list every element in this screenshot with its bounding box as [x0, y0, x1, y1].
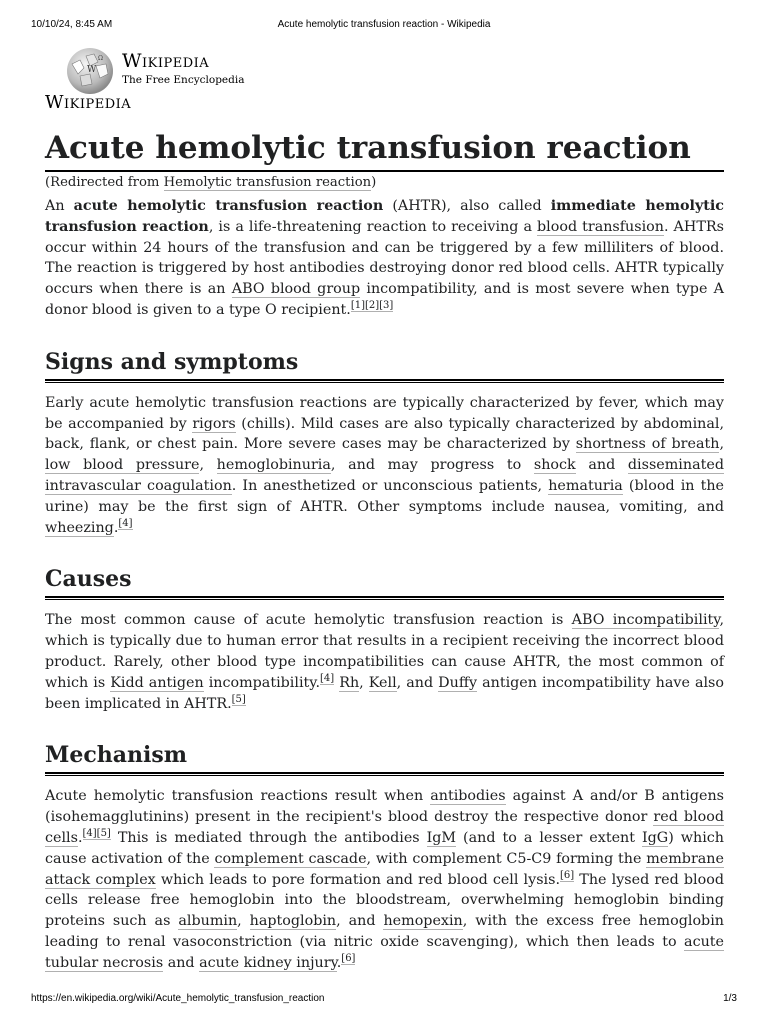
link-rigors[interactable]: rigors [192, 415, 236, 432]
link-kell[interactable]: Kell [368, 674, 397, 691]
citation-ref[interactable]: [4] [118, 517, 133, 529]
causes-paragraph: The most common cause of acute hemolytic transfusion reaction is ABO incompatibility, which is typically due to human error that results in a recipient receiving the incorrect blood product. Rarely, other blood type incompatibilities can cause AHTR, the most common of which is Kidd antigen incompatibility.[4] Rh, Kell, and Duffy antigen incompatibility have also been implicated in AHTR.[5] [45, 612, 724, 712]
redirect-note: (Redirected from Hemolytic transfusion reaction) [45, 175, 377, 190]
citation-ref[interactable]: [6] [560, 869, 575, 881]
wikipedia-wordmark-secondary[interactable]: Wikipedia [45, 92, 132, 113]
link-antibodies[interactable]: antibodies [430, 788, 506, 805]
section-heading-signs: Signs and symptoms [45, 347, 724, 381]
link-complement-cascade[interactable]: complement cascade [214, 850, 367, 867]
link-haptoglobin[interactable]: haptoglobin [249, 913, 337, 930]
section-heading-mechanism: Mechanism [45, 740, 724, 774]
link-shortness-of-breath[interactable]: shortness of breath [575, 436, 720, 453]
link-hemoglobinuria[interactable]: hemoglobinuria [216, 457, 331, 474]
link-low-blood-pressure[interactable]: low blood pressure [45, 457, 200, 474]
link-hematuria[interactable]: hematuria [548, 477, 623, 494]
link-igg[interactable]: IgG [641, 829, 669, 846]
redirect-source-link[interactable]: Hemolytic transfusion reaction [163, 175, 372, 190]
wikipedia-globe-icon[interactable] [62, 46, 118, 96]
print-title: Acute hemolytic transfusion reaction - Wikipedia [277, 19, 491, 30]
print-datetime: 10/10/24, 8:45 AM [31, 19, 113, 30]
section-heading-causes: Causes [45, 564, 724, 598]
page-title: Acute hemolytic transfusion reaction [45, 128, 724, 172]
citation-ref[interactable]: [4] [319, 672, 335, 684]
link-red-blood-cells[interactable]: red blood cells [45, 809, 724, 846]
wikipedia-tagline: The Free Encyclopedia [122, 74, 245, 86]
link-acute-kidney-injury[interactable]: acute kidney injury [199, 954, 337, 971]
signs-paragraph: Early acute hemolytic transfusion reactions are typically characterized by fever, which may be accompanied by rigors (chills). Mild cases are also typically characterized by abdominal, back, flank, or chest pain. More severe cases may be characterized by shortness of breath, low blood pressure, hemoglobinuria, and may progress to shock and disseminated intravascular coagulation. In anesthetized or unconscious patients, hematuria (blood in the urine) may be the first sign of AHTR. Other symptoms include nausea, vomiting, and wheezing.[4] [45, 394, 725, 536]
citation-refs[interactable]: [1][2][3] [350, 299, 394, 311]
mechanism-paragraph: Acute hemolytic transfusion reactions result when antibodies against A and/or B antigens (isohemagglutinins) present in the recipient's blood destroy the respective donor red blood cells.[4][5] This is mediated through the antibodies IgM (and to a lesser extent IgG) which cause activation of the complement cascade, with complement C5-C9 forming the membrane attack complex which leads to pore formation and red blood cell lysis.[6] The lysed red blood cells release free hemoglobin into the bloodstream, overwhelming hemoglobin binding proteins such as albumin, haptoglobin, and hemopexin, with the excess free hemoglobin leading to renal vasoconstriction (via nitric oxide scavenging), which then leads to acute tubular necrosis and acute kidney injury.[6] [45, 788, 724, 971]
link-rh[interactable]: Rh [339, 674, 360, 691]
link-acute-tubular-necrosis[interactable]: acute tubular necrosis [45, 933, 724, 971]
svg-text:Ω: Ω [98, 55, 103, 62]
link-igm[interactable]: IgM [426, 829, 457, 846]
link-membrane-attack-complex[interactable]: membrane attack complex [45, 850, 724, 888]
citation-ref[interactable]: [4][5] [82, 827, 111, 839]
link-kidd-antigen[interactable]: Kidd antigen [110, 674, 204, 691]
link-albumin[interactable]: albumin [178, 913, 238, 930]
article-content [45, 128, 724, 974]
citation-ref[interactable]: [5] [231, 693, 246, 705]
link-dic[interactable]: disseminated intravascular coagulation [45, 457, 724, 494]
svg-text:W: W [87, 65, 97, 75]
link-shock[interactable]: shock [533, 457, 576, 474]
citation-ref[interactable]: [6] [341, 952, 356, 964]
link-blood-transfusion[interactable]: blood transfusion [537, 218, 664, 235]
wikipedia-wordmark[interactable]: Wikipedia [122, 50, 210, 72]
link-duffy[interactable]: Duffy [438, 674, 478, 691]
link-abo-blood-group[interactable]: ABO blood group [231, 281, 361, 298]
print-page-number: 1/3 [723, 993, 737, 1004]
link-wheezing[interactable]: wheezing [45, 519, 114, 536]
print-url: https://en.wikipedia.org/wiki/Acute_hemolytic_transfusion_reaction [31, 993, 325, 1004]
link-abo-incompatibility[interactable]: ABO incompatibility [571, 612, 720, 629]
intro-paragraph: An acute hemolytic transfusion reaction (AHTR), also called immediate hemolytic transfusion reaction, is a life-threatening reaction to receiving a blood transfusion. AHTRs occur within 24 hours of the transfusion and can be triggered by a few milliliters of blood. The reaction is triggered by host antibodies destroying donor red blood cells. AHTR typically occurs when there is an ABO blood group incompatibility, and is most severe when type A donor blood is given to a type O recipient.[1][2][3] [45, 198, 725, 318]
link-hemopexin[interactable]: hemopexin [383, 913, 463, 930]
